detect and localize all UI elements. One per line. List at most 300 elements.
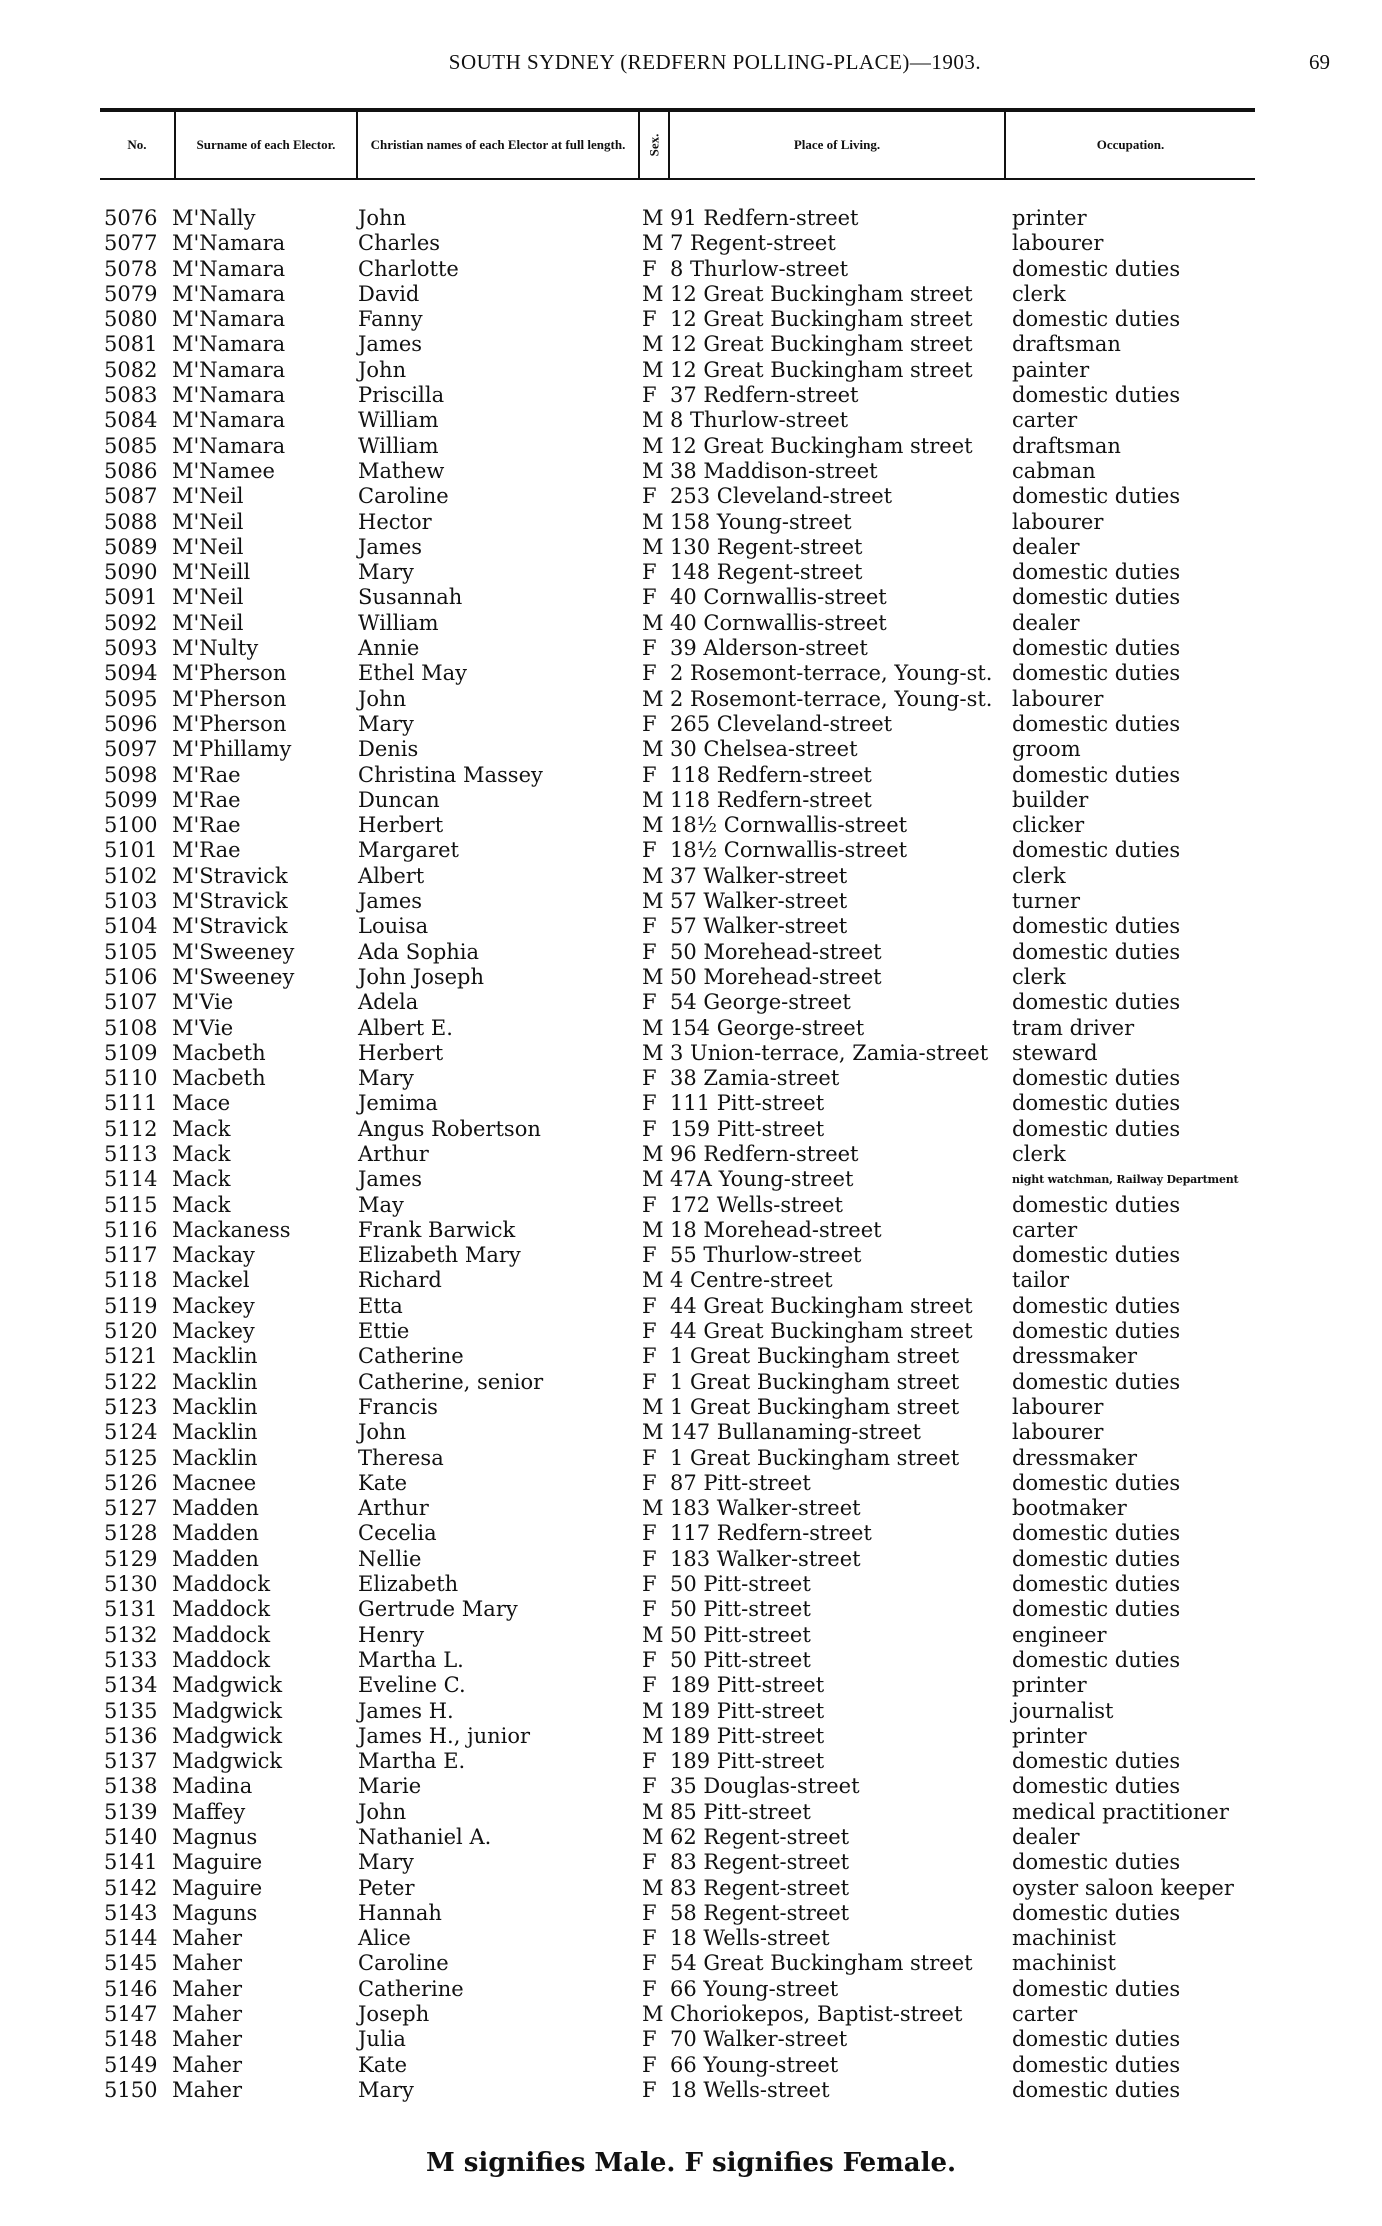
elector-sex: M: [642, 737, 664, 762]
table-row: [100, 2078, 1300, 2103]
elector-sex: F: [642, 383, 657, 408]
elector-sex: M: [642, 433, 664, 458]
elector-number: 5136: [104, 1723, 158, 1748]
elector-place: 189 Pitt-street: [670, 1673, 825, 1698]
elector-occupation: domestic duties: [1012, 1546, 1181, 1571]
table-row: [100, 1420, 1300, 1445]
elector-surname: Maher: [172, 2077, 243, 2102]
elector-number: 5117: [104, 1243, 158, 1268]
elector-occupation: domestic duties: [1012, 1647, 1181, 1672]
elector-place: 40 Cornwallis-street: [670, 610, 887, 635]
table-row: [100, 763, 1300, 788]
elector-number: 5100: [104, 813, 158, 838]
elector-sex: M: [642, 1394, 664, 1419]
elector-sex: F: [642, 1066, 657, 1091]
elector-sex: F: [642, 636, 657, 661]
elector-occupation: bootmaker: [1012, 1496, 1127, 1521]
elector-christian-names: Julia: [358, 2027, 406, 2052]
elector-sex: F: [642, 838, 657, 863]
elector-place: 37 Redfern-street: [670, 383, 859, 408]
elector-occupation: night watchman, Railway Department: [1012, 1173, 1239, 1187]
elector-occupation: domestic duties: [1012, 1749, 1181, 1774]
elector-place: 44 Great Buckingham street: [670, 1293, 973, 1318]
elector-surname: Mack: [172, 1192, 231, 1217]
elector-occupation: dealer: [1012, 1825, 1080, 1849]
elector-sex: F: [642, 1369, 657, 1394]
column-headers: [100, 112, 1255, 178]
elector-number: 5145: [104, 1951, 158, 1976]
elector-number: 5146: [104, 1976, 158, 2001]
table-row: [100, 965, 1300, 990]
elector-surname: Mackel: [172, 1268, 250, 1293]
table-row: [100, 383, 1300, 408]
table-row: [100, 2027, 1300, 2052]
elector-sex: F: [642, 1116, 657, 1141]
elector-number: 5091: [104, 585, 158, 610]
elector-christian-names: John: [358, 357, 407, 382]
table-row: [100, 1648, 1300, 1673]
elector-occupation: domestic duties: [1012, 1521, 1181, 1546]
table-row: [100, 813, 1300, 838]
elector-place: 18½ Cornwallis-street: [670, 813, 908, 838]
elector-christian-names: Catherine, senior: [358, 1369, 544, 1394]
elector-sex: F: [642, 1597, 657, 1622]
elector-surname: Maher: [172, 2052, 243, 2077]
elector-number: 5109: [104, 1040, 158, 1065]
elector-number: 5137: [104, 1749, 158, 1774]
elector-sex: F: [642, 939, 657, 964]
elector-number: 5149: [104, 2052, 158, 2077]
elector-christian-names: William: [358, 408, 439, 433]
elector-occupation: domestic duties: [1012, 636, 1181, 661]
elector-surname: M'Neil: [172, 585, 244, 610]
elector-surname: M'Namara: [172, 307, 286, 332]
table-row: [100, 1876, 1300, 1901]
elector-surname: Madgwick: [172, 1723, 283, 1748]
elector-surname: M'Namara: [172, 332, 286, 357]
elector-surname: Mack: [172, 1167, 231, 1192]
elector-surname: M'Namara: [172, 281, 286, 306]
elector-occupation: domestic duties: [1012, 661, 1181, 686]
elector-place: 12 Great Buckingham street: [670, 433, 973, 458]
column-header-place: Place of Living.: [670, 112, 1006, 178]
elector-occupation: domestic duties: [1012, 2052, 1181, 2077]
elector-place: 35 Douglas-street: [670, 1774, 860, 1799]
elector-surname: Mack: [172, 1141, 231, 1166]
elector-surname: Madden: [172, 1546, 259, 1571]
elector-occupation: steward: [1012, 1040, 1098, 1065]
table-row: [100, 1344, 1300, 1369]
table-row: [100, 2053, 1300, 2078]
elector-occupation: cabman: [1012, 458, 1096, 483]
elector-sex: F: [642, 1293, 657, 1318]
table-row: [100, 1142, 1300, 1167]
elector-christian-names: John: [358, 1799, 407, 1824]
elector-occupation: domestic duties: [1012, 1900, 1181, 1925]
elector-christian-names: Fanny: [358, 307, 423, 332]
table-row: [100, 611, 1300, 636]
elector-sex: M: [642, 1141, 664, 1166]
elector-number: 5080: [104, 307, 158, 332]
elector-christian-names: John: [358, 206, 407, 230]
elector-place: 8 Thurlow-street: [670, 256, 849, 281]
elector-occupation: domestic duties: [1012, 1116, 1181, 1141]
elector-christian-names: Herbert: [358, 1040, 444, 1065]
elector-surname: M'Vie: [172, 1015, 234, 1040]
elector-number: 5150: [104, 2077, 158, 2102]
elector-christian-names: Denis: [358, 737, 419, 762]
elector-place: 1 Great Buckingham street: [670, 1394, 960, 1419]
table-row: [100, 1850, 1300, 1875]
elector-occupation: domestic duties: [1012, 1066, 1181, 1091]
elector-surname: M'Nulty: [172, 636, 259, 661]
elector-number: 5133: [104, 1647, 158, 1672]
table-row: [100, 1724, 1300, 1749]
elector-number: 5128: [104, 1521, 158, 1546]
elector-christian-names: David: [358, 281, 420, 306]
elector-place: 147 Bullanaming-street: [670, 1420, 921, 1445]
table-row: [100, 1597, 1300, 1622]
elector-number: 5135: [104, 1698, 158, 1723]
elector-surname: M'Namara: [172, 433, 286, 458]
elector-place: 50 Pitt-street: [670, 1622, 811, 1647]
elector-number: 5142: [104, 1875, 158, 1900]
elector-occupation: draftsman: [1012, 332, 1121, 357]
elector-place: 38 Zamia-street: [670, 1066, 840, 1091]
elector-occupation: domestic duties: [1012, 1369, 1181, 1394]
elector-sex: F: [642, 1900, 657, 1925]
table-row: [100, 712, 1300, 737]
table-row: [100, 788, 1300, 813]
elector-place: 148 Regent-street: [670, 560, 863, 585]
elector-christian-names: Albert: [358, 863, 425, 888]
elector-occupation: domestic duties: [1012, 560, 1181, 585]
elector-christian-names: Adela: [358, 990, 419, 1015]
column-header-sex-label: Sex.: [646, 133, 661, 157]
elector-sex: F: [642, 2027, 657, 2052]
elector-occupation: domestic duties: [1012, 1470, 1181, 1495]
elector-number: 5084: [104, 408, 158, 433]
elector-place: 183 Walker-street: [670, 1546, 861, 1571]
elector-occupation: printer: [1012, 1723, 1087, 1748]
elector-surname: Maher: [172, 1926, 243, 1951]
elector-christian-names: Mathew: [358, 458, 445, 483]
elector-surname: Maffey: [172, 1799, 246, 1824]
elector-occupation: labourer: [1012, 231, 1104, 256]
elector-christian-names: Hector: [358, 509, 432, 534]
elector-christian-names: James: [358, 1167, 423, 1192]
elector-occupation: domestic duties: [1012, 383, 1181, 408]
elector-christian-names: Elizabeth Mary: [358, 1243, 521, 1268]
elector-occupation: dealer: [1012, 534, 1080, 559]
elector-number: 5144: [104, 1926, 158, 1951]
elector-sex: M: [642, 1167, 664, 1192]
table-row: [100, 257, 1300, 282]
elector-number: 5111: [104, 1091, 158, 1116]
elector-number: 5099: [104, 787, 158, 812]
elector-sex: M: [642, 2002, 664, 2027]
elector-sex: F: [642, 1774, 657, 1799]
elector-place: 66 Young-street: [670, 2052, 839, 2077]
elector-place: 130 Regent-street: [670, 534, 863, 559]
elector-place: 118 Redfern-street: [670, 787, 872, 812]
elector-occupation: domestic duties: [1012, 585, 1181, 610]
elector-surname: Macklin: [172, 1369, 258, 1394]
elector-sex: F: [642, 1521, 657, 1546]
elector-place: 111 Pitt-street: [670, 1091, 825, 1116]
table-row: [100, 1547, 1300, 1572]
elector-sex: M: [642, 1698, 664, 1723]
elector-number: 5085: [104, 433, 158, 458]
table-row: [100, 661, 1300, 686]
elector-surname: Macklin: [172, 1344, 258, 1369]
elector-sex: F: [642, 585, 657, 610]
elector-place: 2 Rosemont-terrace, Young-st.: [670, 661, 993, 686]
elector-sex: M: [642, 1420, 664, 1445]
page-title: SOUTH SYDNEY (REDFERN POLLING-PLACE)—1903.: [448, 50, 982, 74]
elector-occupation: domestic duties: [1012, 1597, 1181, 1622]
elector-place: 50 Morehead-street: [670, 939, 882, 964]
elector-christian-names: Louisa: [358, 914, 429, 939]
elector-surname: Mackaness: [172, 1217, 291, 1242]
elector-occupation: carter: [1012, 408, 1078, 433]
elector-place: 4 Centre-street: [670, 1268, 833, 1293]
elector-christian-names: Alice: [358, 1926, 411, 1951]
table-row: [100, 484, 1300, 509]
table-row: [100, 1749, 1300, 1774]
elector-surname: M'Vie: [172, 990, 234, 1015]
elector-christian-names: Kate: [358, 1470, 408, 1495]
elector-place: 18 Morehead-street: [670, 1217, 882, 1242]
elector-number: 5134: [104, 1673, 158, 1698]
elector-sex: F: [642, 1647, 657, 1672]
elector-place: 1 Great Buckingham street: [670, 1369, 960, 1394]
elector-occupation: domestic duties: [1012, 2027, 1181, 2052]
elector-christian-names: May: [358, 1192, 404, 1217]
elector-number: 5121: [104, 1344, 158, 1369]
elector-sex: M: [642, 686, 664, 711]
elector-number: 5089: [104, 534, 158, 559]
elector-sex: M: [642, 1799, 664, 1824]
elector-surname: M'Neil: [172, 534, 244, 559]
elector-surname: Macbeth: [172, 1040, 266, 1065]
elector-surname: Mackey: [172, 1319, 255, 1344]
elector-occupation: draftsman: [1012, 433, 1121, 458]
elector-number: 5088: [104, 509, 158, 534]
elector-place: 12 Great Buckingham street: [670, 281, 973, 306]
elector-number: 5141: [104, 1850, 158, 1875]
elector-surname: Maddock: [172, 1572, 271, 1597]
elector-place: 18 Wells-street: [670, 1926, 830, 1951]
elector-surname: Madgwick: [172, 1698, 283, 1723]
elector-place: 154 George-street: [670, 1015, 865, 1040]
table-row: [100, 1016, 1300, 1041]
elector-number: 5131: [104, 1597, 158, 1622]
elector-christian-names: John Joseph: [358, 964, 485, 989]
elector-number: 5108: [104, 1015, 158, 1040]
elector-sex: F: [642, 1749, 657, 1774]
elector-christian-names: James H., junior: [358, 1723, 531, 1748]
elector-sex: M: [642, 534, 664, 559]
elector-christian-names: Mary: [358, 2077, 414, 2102]
elector-surname: Mackey: [172, 1293, 255, 1318]
elector-place: 57 Walker-street: [670, 889, 848, 914]
elector-christian-names: Mary: [358, 560, 414, 585]
elector-number: 5106: [104, 964, 158, 989]
elector-christian-names: Charlotte: [358, 256, 459, 281]
elector-place: 37 Walker-street: [670, 863, 848, 888]
elector-surname: M'Stravick: [172, 914, 288, 939]
elector-occupation: domestic duties: [1012, 1319, 1181, 1344]
elector-place: 265 Cleveland-street: [670, 711, 893, 736]
column-header-occupation: Occupation.: [1096, 137, 1165, 152]
table-row: [100, 231, 1300, 256]
elector-occupation: domestic duties: [1012, 1976, 1181, 2001]
elector-occupation: clerk: [1012, 964, 1066, 989]
table-header-rule: [100, 178, 1255, 180]
elector-christian-names: Ettie: [358, 1319, 410, 1344]
elector-surname: Madgwick: [172, 1673, 283, 1698]
elector-sex: M: [642, 610, 664, 635]
elector-christian-names: Mary: [358, 711, 414, 736]
elector-number: 5093: [104, 636, 158, 661]
elector-place: 2 Rosemont-terrace, Young-st.: [670, 686, 993, 711]
elector-surname: Maddock: [172, 1622, 271, 1647]
elector-christian-names: James H.: [358, 1698, 454, 1723]
elector-surname: Macklin: [172, 1394, 258, 1419]
table-row: [100, 1951, 1300, 1976]
elector-sex: F: [642, 1344, 657, 1369]
elector-number: 5098: [104, 762, 158, 787]
elector-sex: F: [642, 484, 657, 509]
elector-surname: Maher: [172, 1976, 243, 2001]
elector-place: 30 Chelsea-street: [670, 737, 858, 762]
elector-sex: F: [642, 1926, 657, 1951]
table-row: [100, 206, 1300, 231]
elector-number: 5092: [104, 610, 158, 635]
elector-surname: Maguire: [172, 1875, 263, 1900]
elector-surname: M'Stravick: [172, 863, 288, 888]
elector-sex: M: [642, 1622, 664, 1647]
elector-surname: Mackay: [172, 1243, 255, 1268]
elector-place: 96 Redfern-street: [670, 1141, 859, 1166]
table-row: [100, 1496, 1300, 1521]
table-row: [100, 1901, 1300, 1926]
elector-number: 5132: [104, 1622, 158, 1647]
elector-place: 117 Redfern-street: [670, 1521, 872, 1546]
elector-place: 62 Regent-street: [670, 1825, 850, 1849]
elector-christian-names: Catherine: [358, 1344, 464, 1369]
elector-christian-names: Gertrude Mary: [358, 1597, 518, 1622]
elector-occupation: domestic duties: [1012, 914, 1181, 939]
elector-number: 5103: [104, 889, 158, 914]
table-row: [100, 332, 1300, 357]
elector-sex: F: [642, 1572, 657, 1597]
elector-occupation: tailor: [1012, 1268, 1070, 1293]
elector-christian-names: John: [358, 686, 407, 711]
elector-occupation: builder: [1012, 787, 1089, 812]
elector-christian-names: James: [358, 332, 423, 357]
elector-place: 1 Great Buckingham street: [670, 1344, 960, 1369]
elector-surname: Mace: [172, 1091, 231, 1116]
table-row: [100, 1673, 1300, 1698]
elector-christian-names: Francis: [358, 1394, 438, 1419]
table-row: [100, 510, 1300, 535]
elector-place: 189 Pitt-street: [670, 1723, 825, 1748]
elector-occupation: domestic duties: [1012, 939, 1181, 964]
elector-occupation: oyster saloon keeper: [1012, 1875, 1234, 1900]
elector-place: 40 Cornwallis-street: [670, 585, 887, 610]
table-row: [100, 636, 1300, 661]
elector-occupation: painter: [1012, 357, 1090, 382]
elector-christian-names: Etta: [358, 1293, 403, 1318]
elector-sex: F: [642, 1850, 657, 1875]
elector-sex: F: [642, 1951, 657, 1976]
elector-surname: M'Sweeney: [172, 939, 295, 964]
elector-christian-names: John: [358, 1420, 407, 1445]
table-row: [100, 1471, 1300, 1496]
elector-christian-names: Frank Barwick: [358, 1217, 516, 1242]
elector-occupation: machinist: [1012, 1951, 1116, 1976]
elector-sex: F: [642, 661, 657, 686]
table-row: [100, 1521, 1300, 1546]
elector-number: 5116: [104, 1217, 158, 1242]
elector-number: 5086: [104, 458, 158, 483]
elector-surname: M'Pherson: [172, 711, 287, 736]
elector-number: 5095: [104, 686, 158, 711]
page-header: [100, 50, 1330, 82]
elector-number: 5119: [104, 1293, 158, 1318]
table-row: [100, 1699, 1300, 1724]
elector-christian-names: Duncan: [358, 787, 440, 812]
elector-sex: M: [642, 509, 664, 534]
elector-place: 83 Regent-street: [670, 1875, 850, 1900]
table-row: [100, 307, 1300, 332]
elector-number: 5105: [104, 939, 158, 964]
elector-surname: Maddock: [172, 1647, 271, 1672]
elector-sex: F: [642, 1673, 657, 1698]
elector-occupation: domestic duties: [1012, 2077, 1181, 2102]
elector-surname: Magnus: [172, 1825, 258, 1849]
elector-number: 5094: [104, 661, 158, 686]
elector-number: 5130: [104, 1572, 158, 1597]
elector-place: 253 Cleveland-street: [670, 484, 893, 509]
elector-number: 5148: [104, 2027, 158, 2052]
elector-christian-names: Nellie: [358, 1546, 422, 1571]
elector-sex: M: [642, 1723, 664, 1748]
elector-number: 5124: [104, 1420, 158, 1445]
elector-christian-names: Caroline: [358, 484, 449, 509]
elector-christian-names: Cecelia: [358, 1521, 437, 1546]
table-row: [100, 1800, 1300, 1825]
table-row: [100, 1294, 1300, 1319]
elector-sex: F: [642, 2077, 657, 2102]
elector-christian-names: Richard: [358, 1268, 442, 1293]
elector-christian-names: Margaret: [358, 838, 459, 863]
elector-christian-names: Ethel May: [358, 661, 467, 686]
elector-christian-names: Christina Massey: [358, 762, 543, 787]
elector-sex: F: [642, 914, 657, 939]
elector-surname: Maher: [172, 2027, 243, 2052]
elector-occupation: turner: [1012, 889, 1080, 914]
elector-place: 85 Pitt-street: [670, 1799, 811, 1824]
elector-occupation: domestic duties: [1012, 1774, 1181, 1799]
table-row: [100, 990, 1300, 1015]
table-row: [100, 1319, 1300, 1344]
elector-number: 5126: [104, 1470, 158, 1495]
elector-occupation: domestic duties: [1012, 484, 1181, 509]
elector-christian-names: Angus Robertson: [358, 1116, 541, 1141]
